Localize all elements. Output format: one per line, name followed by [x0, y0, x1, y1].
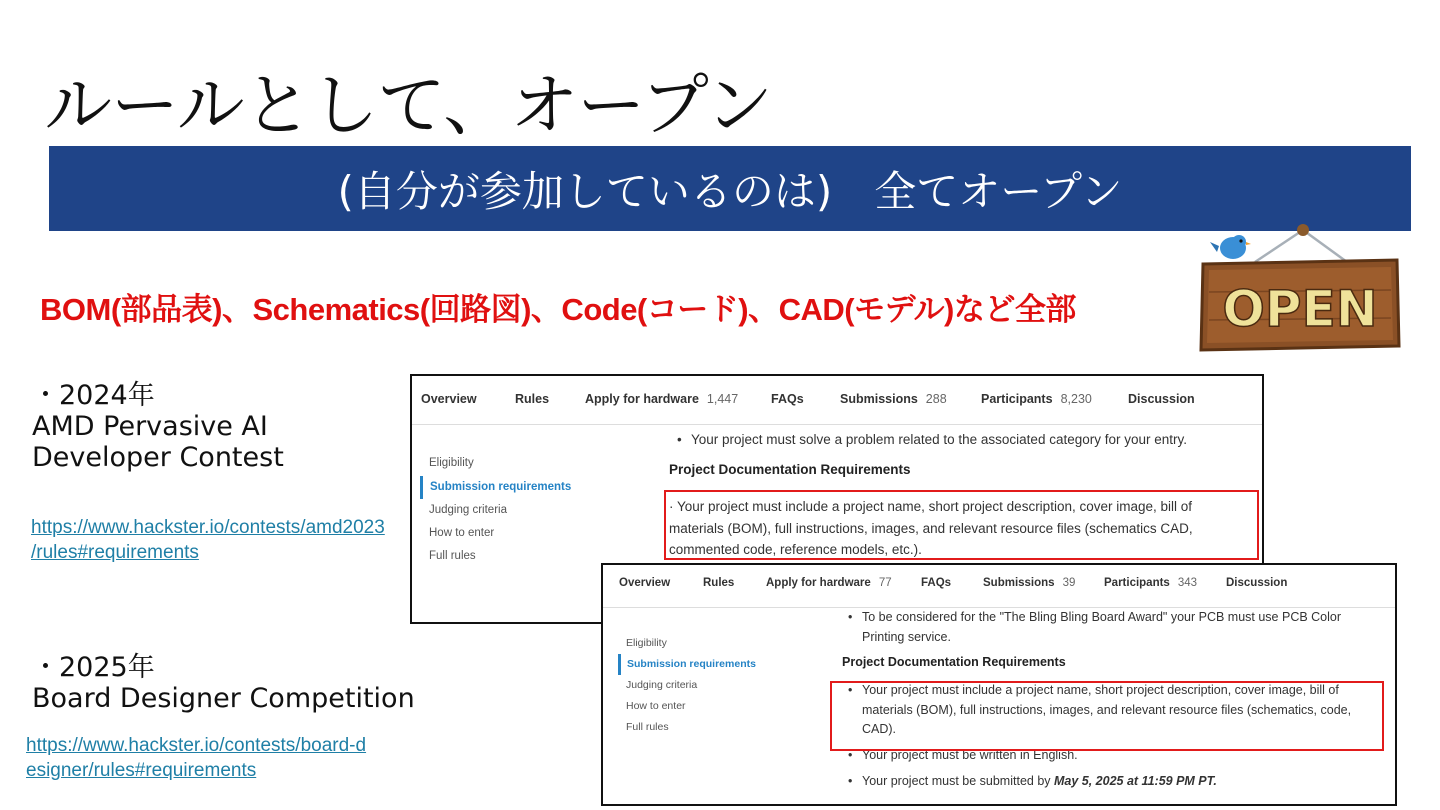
shot2-bullet1: • To be considered for the "The Bling Bling Board Award" your PCB must use PCB Color Printing service. — [848, 610, 1342, 644]
shot1-nav-divider — [412, 424, 1262, 425]
shot2-side-judging[interactable]: Judging criteria — [626, 679, 698, 691]
screenshot-2025-rules — [601, 563, 1397, 806]
shot2-side-howto[interactable]: How to enter — [626, 700, 686, 712]
shot2-side-fullrules[interactable]: Full rules — [626, 721, 669, 733]
shot1-tab-discussion[interactable]: Discussion — [1128, 392, 1195, 406]
contest-2024-name-line2: Developer Contest — [32, 442, 284, 473]
open-sign-icon — [1195, 222, 1405, 357]
shot1-side-submission[interactable]: Submission requirements — [420, 476, 571, 499]
contest-2024-link[interactable] — [31, 515, 385, 565]
highlight-text: BOM(部品表)、Schematics(回路図)、Code(コード)、CAD(モデル)など全部 — [40, 292, 1076, 327]
shot2-tab-faqs[interactable]: FAQs — [921, 577, 952, 589]
shot2-nav — [619, 577, 1395, 589]
shot1-tab-overview[interactable]: Overview — [421, 392, 477, 406]
shot2-side-eligibility[interactable]: Eligibility — [626, 637, 667, 649]
shot1-nav — [421, 392, 1262, 406]
contest-2024-year: ・2024年 — [32, 380, 155, 411]
slide-title: ルールとして、オープン — [44, 67, 773, 146]
shot2-tab-rules[interactable]: Rules — [703, 577, 735, 589]
banner-text: (自分が参加しているのは) 全てオープン — [337, 166, 1123, 216]
contest-2025-link-line1[interactable]: https://www.hackster.io/contests/board-d — [26, 735, 367, 756]
contest-2025-year: ・2025年 — [32, 652, 155, 683]
shot1-side-judging[interactable]: Judging criteria — [429, 504, 507, 516]
contest-2024-link-line1[interactable]: https://www.hackster.io/contests/amd2023 — [31, 517, 385, 538]
shot1-requirement: · Your project must include a project name, short project description, cover image, bill of materials (BOM), full instructions, images, and relevant resource files (schematics CAD, commented code, reference models, etc.). — [669, 499, 1193, 557]
shot1-tab-apply[interactable]: Apply for hardware 1,447 — [585, 392, 739, 406]
shot1-side-howto[interactable]: How to enter — [429, 527, 495, 539]
shot2-heading: Project Documentation Requirements — [842, 655, 1066, 669]
contest-2024-name-line1: AMD Pervasive AI — [32, 411, 268, 442]
contest-2025-name-line1: Board Designer Competition — [32, 683, 415, 714]
shot2-requirement: • Your project must include a project name, short project description, cover image, bill of materials (BOM), full instructions, images, and relevant resource files (schematics, code, CAD). — [848, 683, 1352, 736]
shot2-side-submission[interactable]: Submission requirements — [618, 654, 756, 675]
shot2-sidebar — [618, 633, 756, 738]
shot1-tab-submissions[interactable]: Submissions 288 — [840, 392, 947, 406]
shot2-tab-discussion[interactable]: Discussion — [1226, 577, 1288, 589]
shot2-tab-overview[interactable]: Overview — [619, 577, 671, 589]
shot1-highlight-box — [664, 490, 1259, 560]
shot1-content — [677, 432, 1257, 447]
bird-icon — [1210, 235, 1251, 259]
shot1-side-fullrules[interactable]: Full rules — [429, 550, 476, 562]
contest-2025-link-line2[interactable]: esigner/rules#requirements — [26, 760, 257, 781]
contest-2025-link[interactable] — [26, 733, 366, 783]
shot1-tab-faqs[interactable]: FAQs — [771, 392, 804, 406]
shot1-heading: Project Documentation Requirements — [669, 462, 911, 477]
shot2-bullet4: • Your project must be submitted by May 5, 2025 at 11:59 PM PT. — [848, 774, 1217, 788]
shot1-tab-participants[interactable]: Participants 8,230 — [981, 392, 1092, 406]
subtitle-banner — [49, 146, 1411, 231]
shot1-sidebar — [420, 457, 571, 568]
shot2-bullet3: • Your project must be written in English. — [848, 748, 1078, 762]
svg-text:OPEN: OPEN — [1222, 280, 1378, 338]
shot2-highlight-box — [830, 681, 1384, 751]
shot2-tab-participants[interactable]: Participants 343 — [1104, 577, 1198, 589]
shot1-tab-rules[interactable]: Rules — [515, 392, 550, 406]
shot1-bullet1: • Your project must solve a problem related to the associated category for your entry. — [677, 432, 1188, 447]
shot1-side-eligibility[interactable]: Eligibility — [429, 457, 474, 469]
shot2-tab-apply[interactable]: Apply for hardware 77 — [766, 577, 892, 589]
shot2-tab-submissions[interactable]: Submissions 39 — [983, 577, 1076, 589]
contest-2024-link-line2[interactable]: /rules#requirements — [31, 542, 199, 563]
